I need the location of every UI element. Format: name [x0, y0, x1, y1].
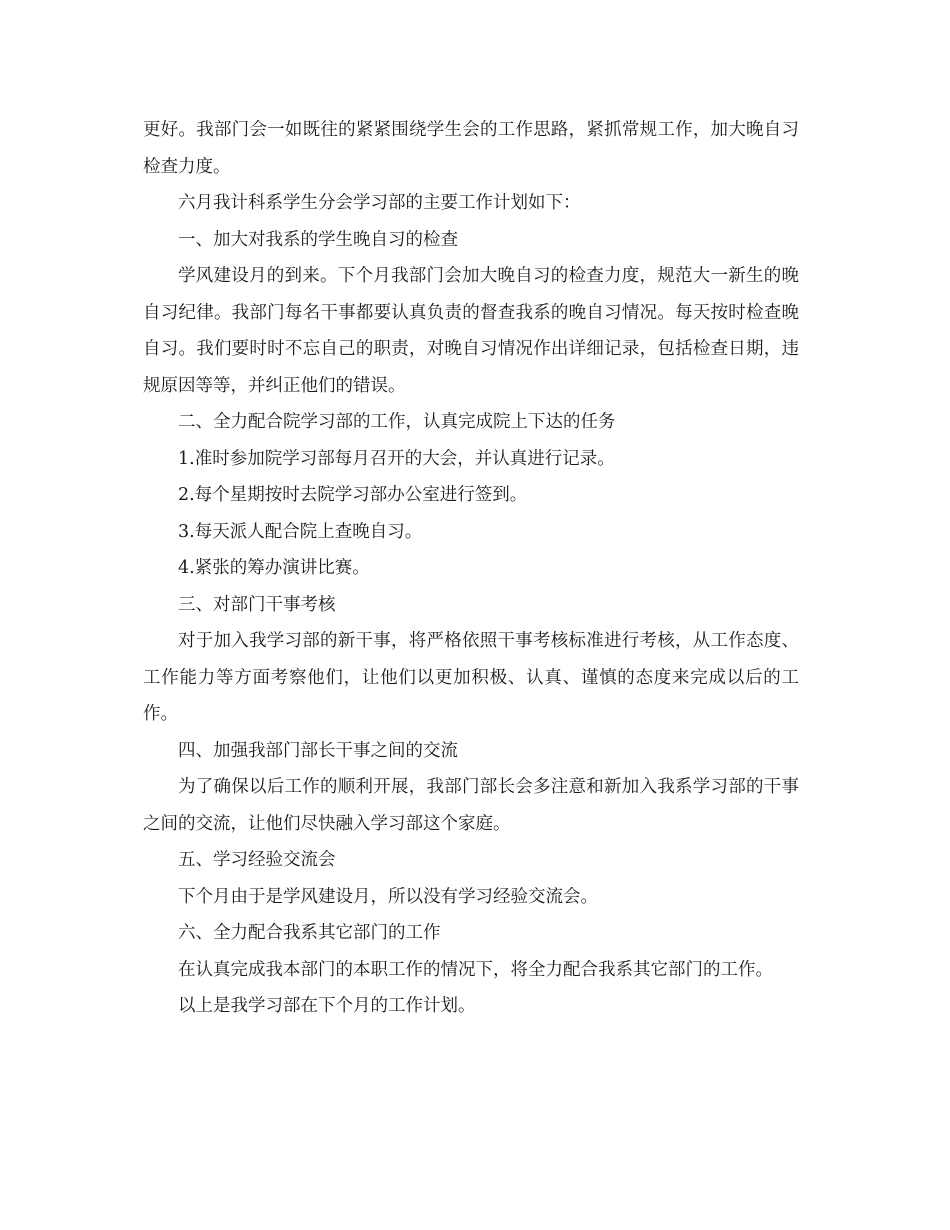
- list-item-2: 2.每个星期按时去院学习部办公室进行签到。: [178, 485, 528, 505]
- paragraph-intro: 六月我计科系学生分会学习部的主要工作计划如下：: [178, 193, 581, 213]
- section-heading-4: 四、加强我部门部长干事之间的交流: [178, 740, 458, 761]
- paragraph-section-1: 学风建设月的到来。下个月我部门会加大晚自习的检查力度，规范大一新生的晚自习纪律。我部门每名干事都要认真负责的督查我系的晚自习情况。每天按时检查晚自习。我们要时时不忘自己的职责，对晚自习情况作出详细记录，包括检查日期，违规原因等等，并纠正他们的错误。: [143, 266, 799, 396]
- section-heading-6: 六、全力配合我系其它部门的工作: [178, 923, 441, 943]
- section-heading-3: 三、对部门干事考核: [178, 594, 336, 615]
- list-item-1: 1.准时参加院学习部每月召开的大会，并认真进行记录。: [178, 448, 615, 469]
- list-item-3: 3.每天派人配合院上查晚自习。: [178, 521, 423, 542]
- section-heading-1: 一、加大对我系的学生晚自习的检查: [178, 229, 458, 250]
- paragraph-section-5: 下个月由于是学风建设月，所以没有学习经验交流会。: [178, 886, 598, 907]
- paragraph-continuation: 更好。我部门会一如既往的紧紧围绕学生会的工作思路，紧抓常规工作，加大晚自习检查力度。: [143, 120, 799, 177]
- paragraph-closing: 以上是我学习部在下个月的工作计划。: [178, 996, 476, 1016]
- document-body: [143, 112, 799, 1025]
- paragraph-section-4: 为了确保以后工作的顺利开展，我部门部长会多注意和新加入我系学习部的干事之间的交流，让他们尽快融入学习部这个家庭。: [143, 777, 799, 834]
- paragraph-section-3: 对于加入我学习部的新干事，将严格依照干事考核标准进行考核，从工作态度、工作能力等方面考察他们，让他们以更加积极、认真、谨慎的态度来完成以后的工作。: [143, 631, 799, 724]
- paragraph-section-6: 在认真完成我本部门的本职工作的情况下，将全力配合我系其它部门的工作。: [178, 959, 773, 980]
- section-heading-5: 五、学习经验交流会: [178, 850, 336, 870]
- section-heading-2: 二、全力配合院学习部的工作，认真完成院上下达的任务: [178, 412, 616, 432]
- list-item-4: 4.紧张的筹办演讲比赛。: [178, 558, 370, 578]
